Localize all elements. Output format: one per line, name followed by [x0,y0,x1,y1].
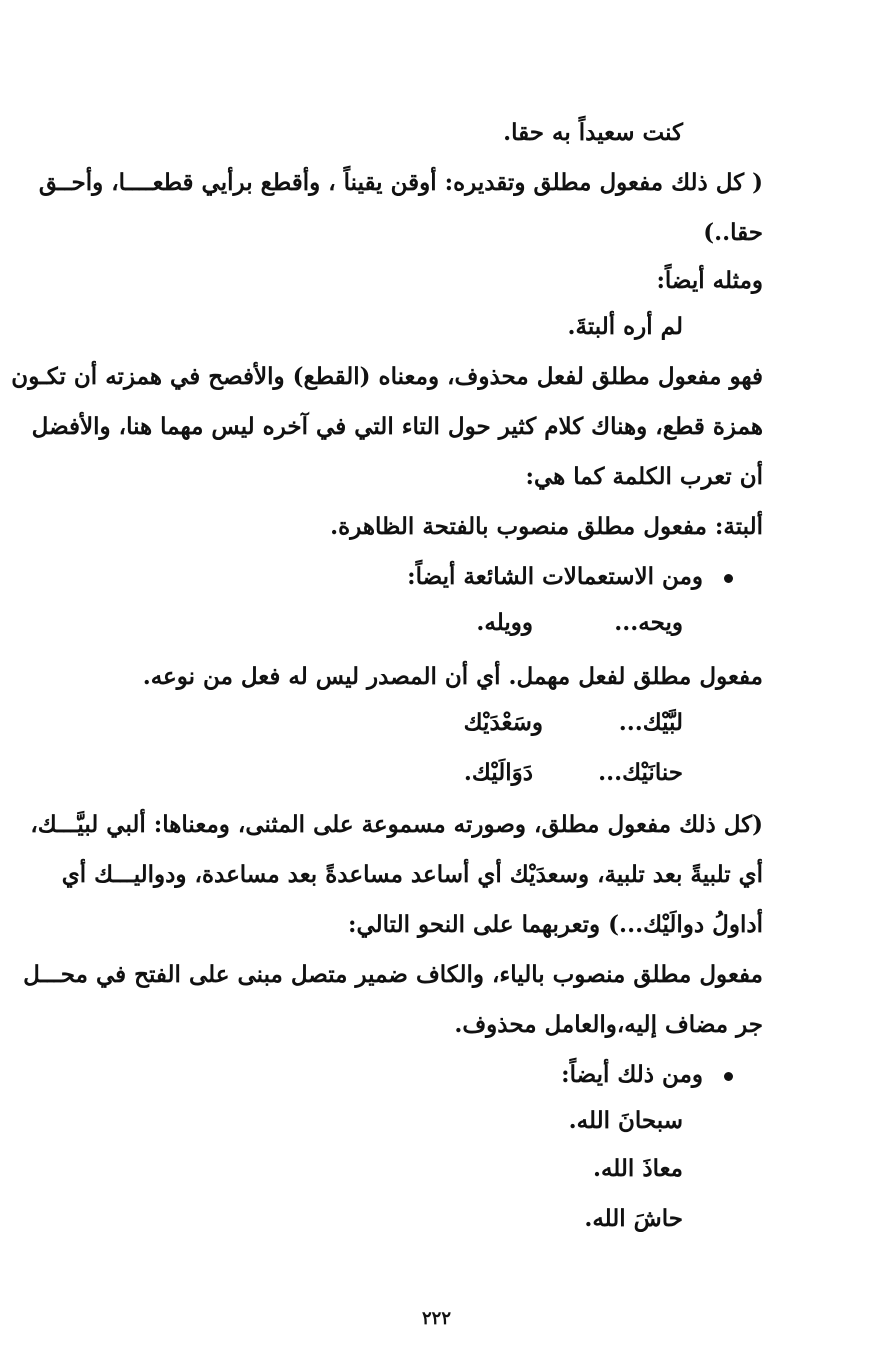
page-number: ٢٢٢ [421,1308,451,1329]
text-line: حنانَيْك... [598,759,683,786]
text-line: لبَّيْك... [618,709,683,736]
text-line: وسَعْدَيْك [463,709,543,736]
text-line: همزة قطع، وهناك كلام كثير حول التاء التي في آخره ليس مهما هنا، والأفضل [31,413,763,440]
bullet-icon [724,574,733,583]
text-line: فهو مفعول مطلق لفعل محذوف، ومعناه (القطع) والأفصح في همزته أن تكـون [11,363,763,390]
text-line: حاشَ الله. [584,1205,683,1232]
text-line: أن تعرب الكلمة كما هي: [525,463,763,490]
text-line: ألبتة: مفعول مطلق منصوب بالفتحة الظاهرة. [330,513,763,540]
text-line: دَوَالَيْك. [463,759,533,786]
bullet-icon [724,1072,733,1081]
text-line: سبحانَ الله. [568,1107,683,1134]
text-line: مفعول مطلق لفعل مهمل. أي أن المصدر ليس له فعل من نوعه. [142,663,763,690]
text-line: أداولُ دوالَيْك...) وتعربهما على النحو التالي: [347,911,763,938]
text-line: ومن الاستعمالات الشائعة أيضاً: [407,563,703,590]
text-line: مفعول مطلق منصوب بالياء، والكاف ضمير متصل مبنى على الفتح في محـــل [23,961,763,988]
text-line: جر مضاف إليه،والعامل محذوف. [454,1011,763,1038]
text-line: ويحه... [614,609,683,636]
text-line: كنت سعيداً به حقا. [503,119,683,146]
text-line: لم أره ألبتةَ. [567,313,683,340]
text-line: معاذَ الله. [592,1155,683,1182]
text-line: وويله. [476,609,533,636]
text-line: ومثله أيضاً: [656,267,763,294]
text-line: حقا..) [703,219,763,246]
text-line: ( كل ذلك مفعول مطلق وتقديره: أوقن يقيناً ، وأقطع برأيي قطعــــا، وأحــق [38,169,763,196]
text-line: ومن ذلك أيضاً: [561,1061,703,1088]
text-line: (كل ذلك مفعول مطلق، وصورته مسموعة على المثنى، ومعناها: ألبي لبيَّـــك، [30,811,763,838]
text-line: أي تلبيةً بعد تلبية، وسعدَيْك أي أساعد مساعدةً بعد مساعدة، ودواليـــك أي [61,861,763,888]
